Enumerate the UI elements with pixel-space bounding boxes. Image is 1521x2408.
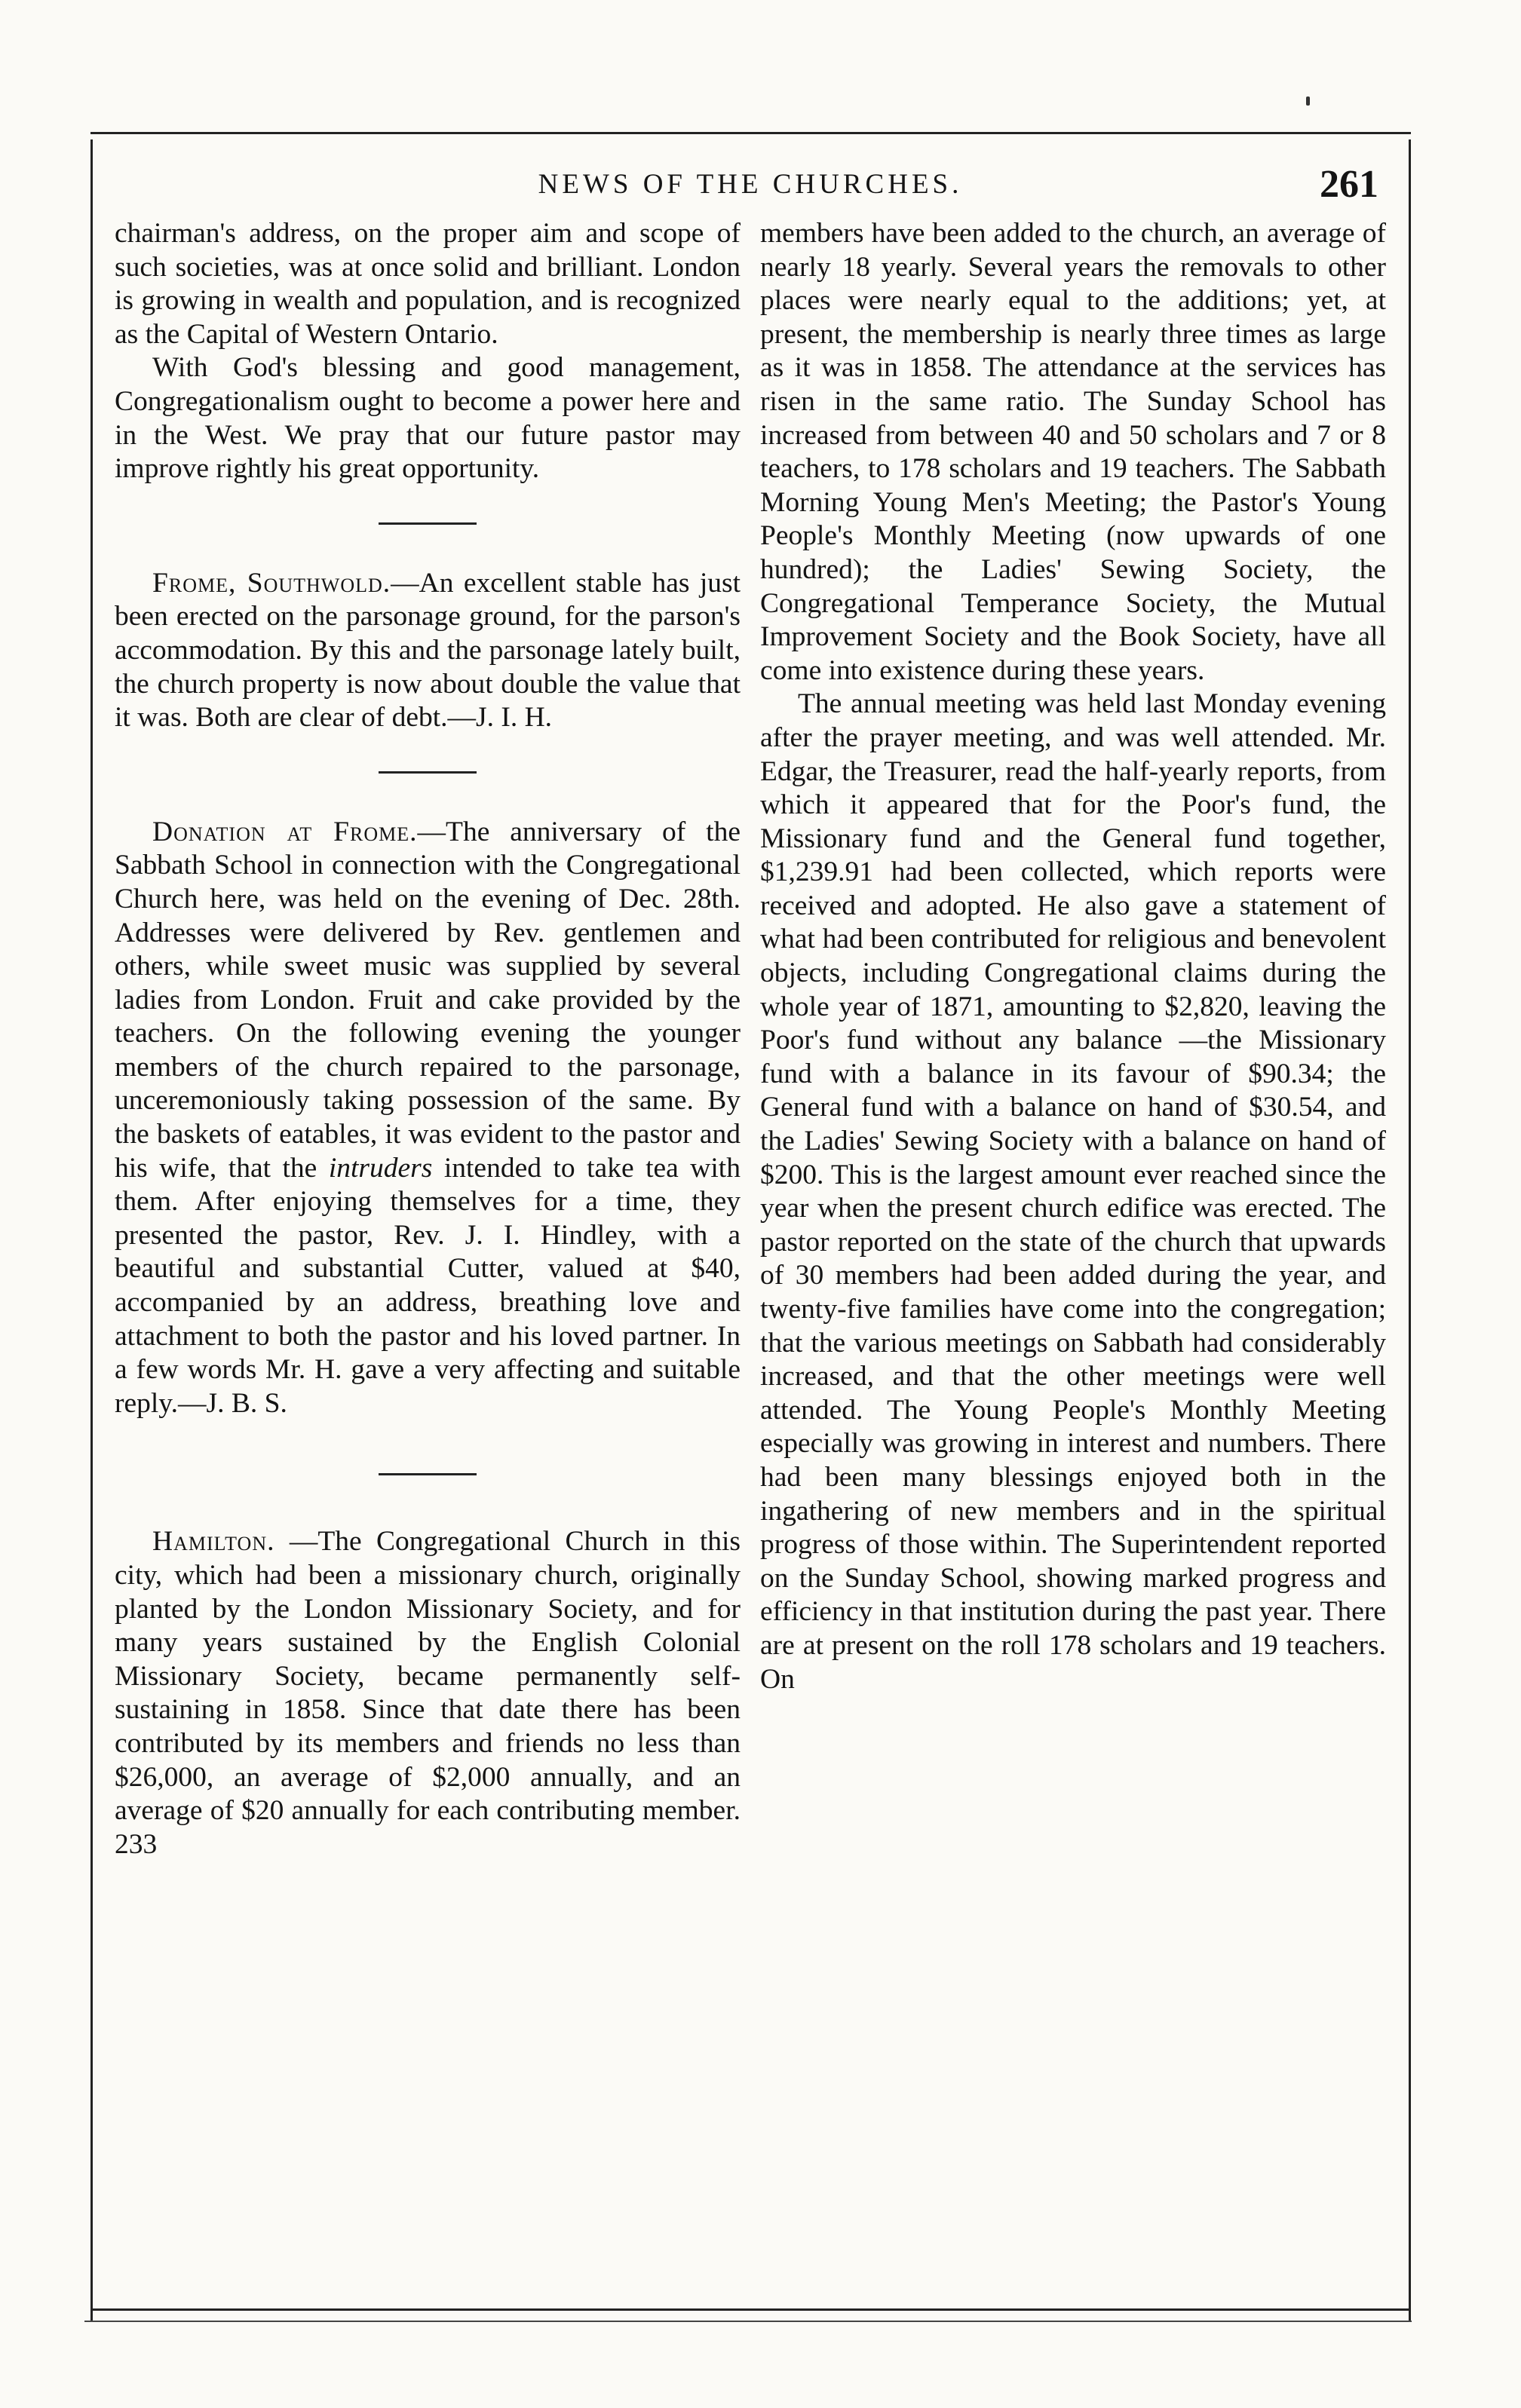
running-head: NEWS OF THE CHURCHES.: [538, 169, 963, 200]
page-header: [113, 162, 1388, 207]
top-rule: [90, 132, 1411, 134]
bottom-rule-outer: [84, 2321, 1412, 2322]
hamilton-continued-paragraph: members have been added to the church, an average of nearly 18 yearly. Several years the removals to other places were nearly equal to the additions; yet, at present, the membership is nearly three times as large as it was in 1858. The attendance at the services has risen in the same ratio. The Sunday School has increased from between 40 and 50 scholars and 7 or 8 teachers, to 178 scholars and 19 teachers. The Sabbath Morning Young Men's Meeting; the Pastor's Young People's Monthly Meeting (now upwards of one hundred); the Ladies' Sewing Society, the Congregational Temperance Society, the Mutual Improvement Society and the Book Society, have all come into existence during these years.: [760, 218, 1386, 686]
section-divider: [379, 771, 477, 774]
print-speck: [1306, 97, 1310, 106]
annual-meeting-paragraph: The annual meeting was held last Monday evening after the prayer meeting, and was well attended. Mr. Edgar, the Treasurer, read the half-yearly reports, from which it appeared that for the Poor's fund, the Missionary fund and the General fund together, $1,239.91 had been collected, which reports were received and adopted. He also gave a statement of what had been contributed for religious and benevolent objects, including Congregational claims during the whole year of 1871, amounting to $2,820, leaving the Poor's fund without any balance —the Missionary fund with a balance in its favour of $90.34; the General fund with a balance on hand of $30.54, and the Ladies' Sewing Society with a balance on hand of $200. This is the largest amount ever reached since the year when the present church edifice was erected. The pastor reported on the state of the church that upwards of 30 members had been added during the year, and twenty-five families have come into the congregation; that the various meetings on Sabbath had considerably increased, and that the other meetings were well attended. The Young People's Monthly Meeting especially was growing in interest and numbers. There had been many blessings enjoyed both in the ingathering of new members and in the spiritual progress of those within. The Superintendent reported on the Sunday School, showing marked progress and efficiency in that institution during the past year. There are at present on the roll 178 scholars and 19 teachers. On: [760, 688, 1386, 1695]
london-blessing-paragraph: With God's blessing and good management, Congregationalism ought to become a power here and in the West. We pray that our future pastor may improve rightly his great opportunity.: [115, 352, 741, 485]
donation-italic: intruders: [328, 1152, 433, 1184]
frome-text: —An excellent stable has just been erected on the parsonage ground, for the parson's accommodation. By this and the parsonage lately built, the church property is now about double the value that it was. Both are clear of debt.—J. I. H.: [115, 567, 741, 734]
frome-paragraph: [115, 567, 741, 735]
hamilton-paragraph: [115, 1525, 741, 1861]
frome-heading: Frome, Southwold.: [152, 567, 391, 599]
donation-text-2: intended to take tea with them. After enjoying themselves for a time, they presented the pastor, Rev. J. I. Hindley, with a beautiful and substantial Cutter, valued at $40, accompanied by an address, breathing love and attachment to both the pastor and his loved partner. In a few words Mr. H. gave a very affecting and suitable reply.—J. B. S.: [115, 1152, 741, 1419]
london-continued-paragraph: chairman's address, on the proper aim and scope of such societies, was at once solid and brilliant. London is growing in wealth and population, and is recognized as the Capital of Western Ontario.: [115, 218, 741, 350]
page-number: 261: [1320, 163, 1378, 206]
bottom-rule: [90, 2308, 1411, 2311]
left-column: [115, 217, 741, 1861]
right-column: [760, 217, 1386, 1696]
donation-text-1: —The anniversary of the Sabbath School in connection with the Congregational Church here, was held on the evening of Dec. 28th. Addresses were delivered by Rev. gentlemen and others, while sweet music was supplied by several ladies from London. Fruit and cake provided by the teachers. On the following evening the younger members of the church repaired to the parsonage, unceremoniously taking possession of the same. By the baskets of eatables, it was evident to the pastor and his wife, that the: [115, 816, 741, 1184]
section-divider: [379, 1473, 477, 1475]
donation-paragraph: [115, 816, 741, 1421]
donation-heading: Donation at Frome.: [152, 816, 418, 847]
section-divider: [379, 522, 477, 525]
hamilton-text: —The Congregational Church in this city, which had been a missionary church, originally planted by the London Missionary Society, and for many years sustained by the English Colonial Missionary Society, became permanently self-sustaining in 1858. Since that date there has been contributed by its members and friends no less than $26,000, an average of $2,000 annually, and an average of $20 annually for each contributing member. 233: [115, 1526, 741, 1860]
hamilton-heading: Hamilton.: [152, 1526, 275, 1558]
